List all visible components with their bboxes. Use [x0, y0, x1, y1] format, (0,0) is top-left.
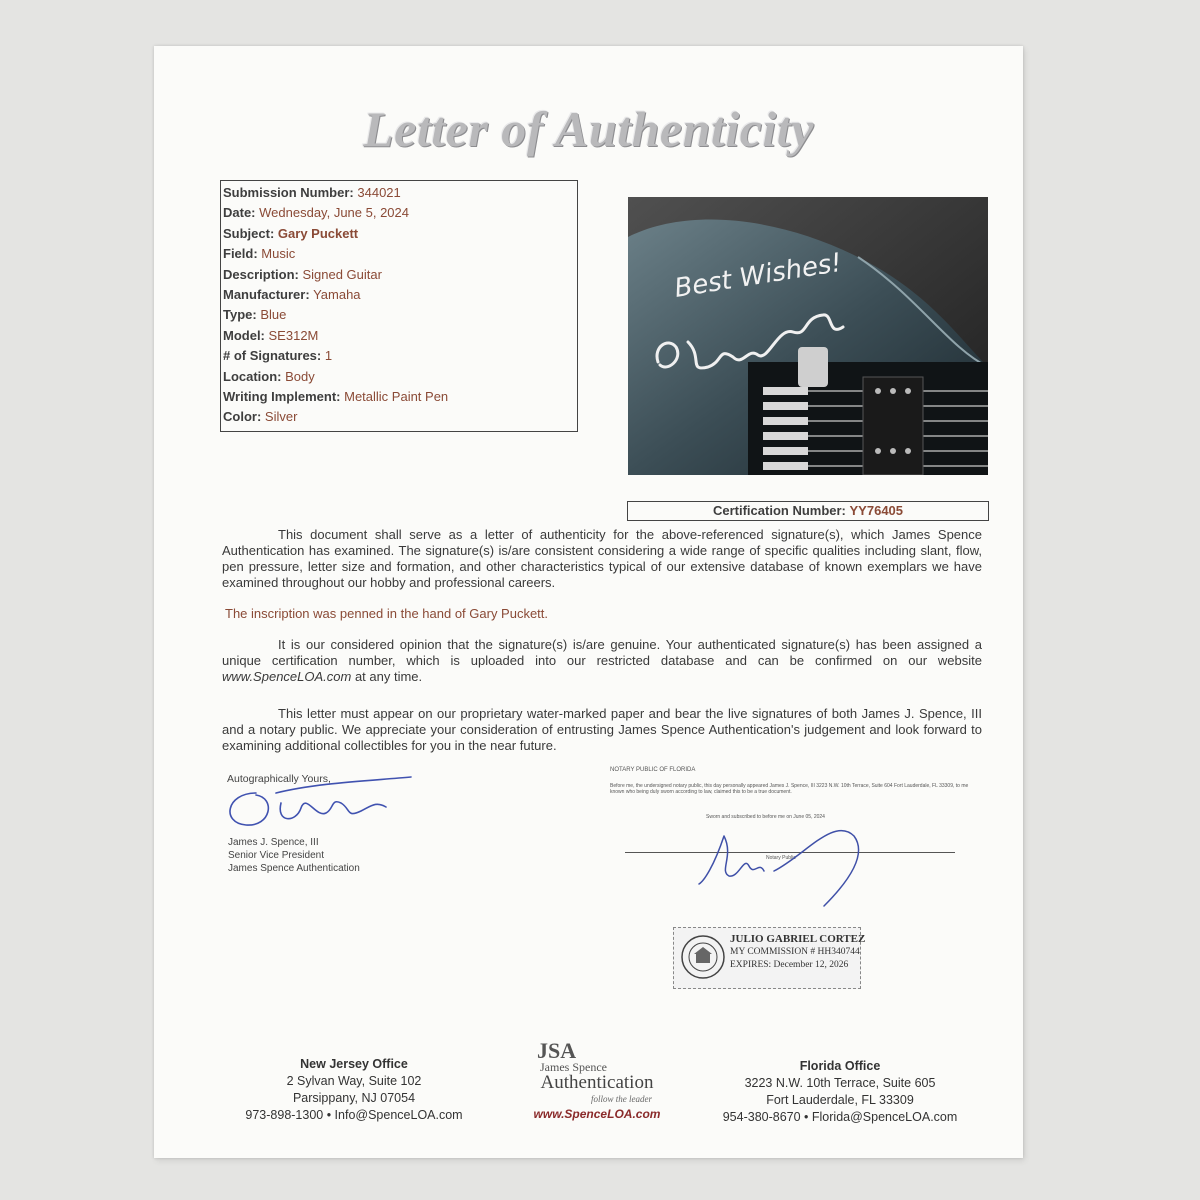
paragraph-opinion — [222, 637, 982, 685]
website-link[interactable]: www.SpenceLOA.com — [222, 669, 352, 684]
notary-sig-label: Notary Public — [766, 855, 796, 861]
closing: Autographically Yours, — [227, 773, 331, 785]
seal-expires: EXPIRES: December 12, 2026 — [730, 960, 849, 970]
certification-number-box — [627, 501, 989, 521]
logo-name: James Spence — [540, 1060, 607, 1074]
fl-office-heading: Florida Office — [799, 1059, 881, 1073]
info-value: Yamaha — [313, 287, 361, 302]
logo-tagline: follow the leader — [591, 1094, 652, 1104]
fl-office-contact: 954-380-8670 • Florida@SpenceLOA.com — [722, 1110, 958, 1124]
info-label: Subject: — [223, 225, 275, 241]
logo-url[interactable]: www.SpenceLOA.com — [533, 1107, 661, 1121]
info-label: Date: — [223, 205, 256, 221]
paragraph-requirements: This letter must appear on our proprietary water-marked paper and bear the live signatures of both James J. Spence, III and a notary public. We appreciate your consideration of entrusting James Spence Authentication's judgement and look forward to examining additional collectibles for you in the near future. — [222, 706, 982, 753]
state-seal-icon — [680, 934, 726, 980]
info-row — [223, 328, 318, 344]
info-label: Location: — [223, 368, 282, 384]
info-row — [223, 389, 448, 405]
nj-office-heading: New Jersey Office — [300, 1057, 408, 1071]
notary-text: Before me, the undersigned notary public, this day personally appeared James J. Spence, III 3223 N.W. 10th Terrace, Suite 604 Fort Lauderdale, FL 33309, to me known who being duly sworn according to law, claimed this to be a true document. — [610, 783, 969, 795]
info-label: Color: — [223, 409, 262, 425]
guitar-photo-graphic — [628, 197, 988, 475]
info-value: SE312M — [268, 327, 319, 343]
nj-office-line1: 2 Sylvan Way, Suite 102 — [286, 1074, 422, 1088]
signer-name: James J. Spence, III — [228, 837, 319, 848]
nj-office-contact: 973-898-1300 • Info@SpenceLOA.com — [245, 1108, 463, 1122]
logo-auth: Authentication — [540, 1072, 654, 1093]
opinion-text: It is our considered opinion that the signature(s) is/are genuine. Your authenticated signature(s) has been assigned a unique certification number, which is uploaded into our restricted database and can be confirmed on our website — [222, 637, 982, 668]
info-value: 1 — [324, 348, 333, 364]
signer-company: James Spence Authentication — [228, 863, 360, 874]
info-row — [223, 267, 382, 283]
nj-office — [214, 1056, 494, 1124]
submission-info-box — [220, 180, 578, 432]
info-row — [223, 185, 401, 201]
notary-sworn: Sworn and subscribed to before me on June 05, 2024 — [706, 814, 825, 820]
fl-office-line2: Fort Lauderdale, FL 33309 — [766, 1093, 914, 1107]
seal-commission: MY COMMISSION # HH340744 — [730, 947, 860, 957]
jsa-logo — [512, 1040, 682, 1130]
info-label: Field: — [223, 246, 258, 262]
info-row — [223, 409, 297, 425]
info-value: Metallic Paint Pen — [344, 389, 449, 404]
notary-header: NOTARY PUBLIC OF FLORIDA — [610, 767, 696, 773]
info-label: # of Signatures: — [223, 348, 322, 364]
logo-jsa: JSA — [537, 1038, 577, 1063]
info-value: Gary Puckett — [277, 225, 359, 241]
info-label: Type: — [223, 307, 257, 323]
paragraph-authenticity: This document shall serve as a letter of authenticity for the above-referenced signature(s), which James Spence Authentication has examined. The signature(s) is/are consistent considering a wide range of specific qualities including slant, flow, pen pressure, letter size and formation, and other characteristics typical of our extensive database of known exemplars we have examined throughout our hobby and professional careers. — [222, 527, 982, 590]
info-row — [223, 205, 409, 221]
opinion-text-end: at any time. — [351, 669, 423, 684]
page-title: Letter of Authenticity — [363, 101, 814, 157]
fl-office-line1: 3223 N.W. 10th Terrace, Suite 605 — [744, 1076, 936, 1090]
notary-seal — [673, 927, 866, 989]
info-label: Model: — [223, 327, 265, 343]
info-row — [223, 369, 315, 385]
fl-office — [700, 1058, 980, 1126]
info-value: Wednesday, June 5, 2024 — [259, 205, 409, 221]
info-label: Manufacturer: — [223, 287, 310, 302]
info-value: Silver — [264, 409, 298, 425]
seal-name: JULIO GABRIEL CORTEZ — [730, 933, 866, 945]
info-row — [223, 226, 358, 242]
photo-inscription: Best Wishes! — [672, 247, 844, 304]
signer-block — [228, 836, 360, 875]
nj-office-line2: Parsippany, NJ 07054 — [292, 1091, 416, 1105]
certification-value: YY76405 — [849, 503, 904, 518]
letter-sheet — [154, 46, 1023, 1158]
info-label: Description: — [223, 266, 299, 282]
spence-signature — [216, 773, 416, 833]
info-value: Body — [285, 368, 315, 384]
info-value: Signed Guitar — [302, 266, 382, 282]
signer-title: Senior Vice President — [228, 850, 324, 861]
info-row — [223, 287, 361, 303]
info-value: Blue — [260, 307, 287, 323]
guitar-photo — [628, 197, 988, 475]
inscription-statement: The inscription was penned in the hand of Gary Puckett. — [225, 606, 549, 621]
info-row — [223, 246, 295, 262]
info-row — [223, 307, 286, 323]
info-value: 344021 — [357, 185, 401, 200]
info-value: Music — [261, 246, 296, 262]
info-label: Submission Number: — [223, 185, 354, 200]
notary-signature — [684, 776, 894, 916]
info-label: Writing Implement: — [223, 389, 341, 404]
info-row — [223, 348, 332, 364]
certification-label: Certification Number: — [712, 503, 846, 518]
